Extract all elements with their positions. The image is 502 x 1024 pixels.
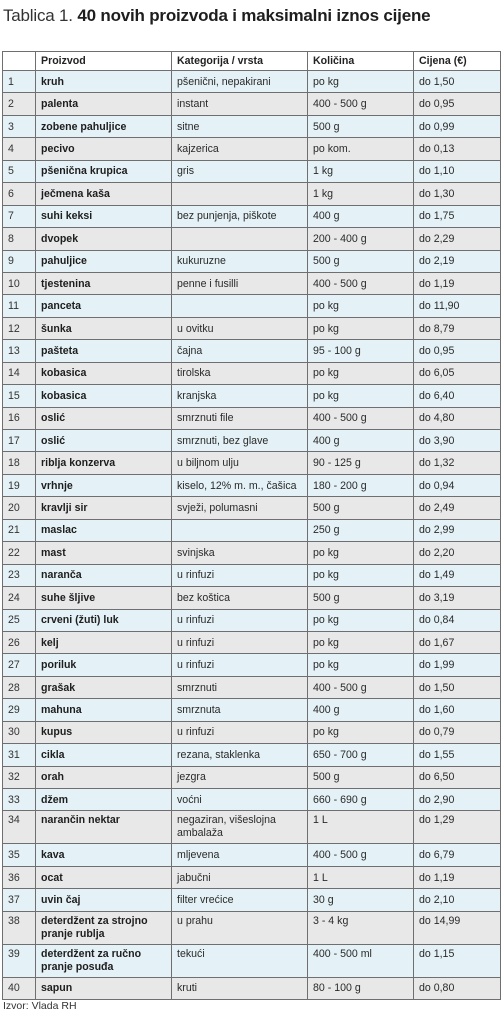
quantity: po kom.: [308, 138, 414, 160]
product-name: kobasica: [36, 362, 172, 384]
category: u rinfuzi: [172, 721, 308, 743]
table-row: [3, 721, 501, 743]
row-number: 13: [3, 340, 36, 362]
quantity: 500 g: [308, 115, 414, 137]
price: do 0,84: [414, 609, 501, 631]
table-row: [3, 744, 501, 766]
quantity: 500 g: [308, 766, 414, 788]
price: do 0,95: [414, 340, 501, 362]
category: negaziran, višeslojna ambalaža: [172, 811, 308, 844]
price: do 1,15: [414, 944, 501, 977]
quantity: 1 L: [308, 866, 414, 888]
product-name: orah: [36, 766, 172, 788]
price: do 0,80: [414, 977, 501, 999]
table-row: [3, 977, 501, 999]
quantity: po kg: [308, 542, 414, 564]
product-name: riblja konzerva: [36, 452, 172, 474]
quantity: po kg: [308, 564, 414, 586]
row-number: 8: [3, 228, 36, 250]
price-table: [2, 51, 501, 1000]
quantity: po kg: [308, 654, 414, 676]
quantity: 400 - 500 g: [308, 272, 414, 294]
price: do 0,95: [414, 93, 501, 115]
price: do 1,50: [414, 676, 501, 698]
table-row: [3, 385, 501, 407]
category: [172, 519, 308, 541]
row-number: 14: [3, 362, 36, 384]
product-name: poriluk: [36, 654, 172, 676]
header-number: [3, 52, 36, 71]
row-number: 22: [3, 542, 36, 564]
price: do 0,99: [414, 115, 501, 137]
row-number: 2: [3, 93, 36, 115]
product-name: cikla: [36, 744, 172, 766]
category: filter vrećice: [172, 889, 308, 911]
product-name: oslić: [36, 407, 172, 429]
table-row: [3, 564, 501, 586]
category: bez punjenja, piškote: [172, 205, 308, 227]
product-name: zobene pahuljice: [36, 115, 172, 137]
price: do 1,99: [414, 654, 501, 676]
table-row: [3, 452, 501, 474]
quantity: 650 - 700 g: [308, 744, 414, 766]
table-row: [3, 138, 501, 160]
row-number: 23: [3, 564, 36, 586]
row-number: 11: [3, 295, 36, 317]
product-name: ječmena kaša: [36, 183, 172, 205]
row-number: 7: [3, 205, 36, 227]
product-name: grašak: [36, 676, 172, 698]
quantity: 180 - 200 g: [308, 474, 414, 496]
category: instant: [172, 93, 308, 115]
category: sitne: [172, 115, 308, 137]
row-number: 25: [3, 609, 36, 631]
quantity: 90 - 125 g: [308, 452, 414, 474]
row-number: 39: [3, 944, 36, 977]
quantity: po kg: [308, 362, 414, 384]
category: gris: [172, 160, 308, 182]
category: mljevena: [172, 844, 308, 866]
quantity: 3 - 4 kg: [308, 911, 414, 944]
row-number: 33: [3, 789, 36, 811]
table-row: [3, 474, 501, 496]
table-row: [3, 93, 501, 115]
product-name: mast: [36, 542, 172, 564]
table-row: [3, 340, 501, 362]
row-number: 27: [3, 654, 36, 676]
row-number: 20: [3, 497, 36, 519]
row-number: 10: [3, 272, 36, 294]
quantity: 660 - 690 g: [308, 789, 414, 811]
price: do 2,10: [414, 889, 501, 911]
product-name: deterdžent za strojno pranje rublja: [36, 911, 172, 944]
row-number: 4: [3, 138, 36, 160]
quantity: 80 - 100 g: [308, 977, 414, 999]
table-row: [3, 889, 501, 911]
price: do 14,99: [414, 911, 501, 944]
category: smrznuti: [172, 676, 308, 698]
table-row: [3, 789, 501, 811]
product-name: dvopek: [36, 228, 172, 250]
row-number: 18: [3, 452, 36, 474]
table-row: [3, 272, 501, 294]
header-price: Cijena (€): [414, 52, 501, 71]
category: [172, 228, 308, 250]
category: kajzerica: [172, 138, 308, 160]
product-name: naranča: [36, 564, 172, 586]
row-number: 21: [3, 519, 36, 541]
table-row: [3, 115, 501, 137]
price: do 1,49: [414, 564, 501, 586]
quantity: 400 g: [308, 699, 414, 721]
quantity: 400 g: [308, 205, 414, 227]
table-row: [3, 430, 501, 452]
product-name: oslić: [36, 430, 172, 452]
quantity: po kg: [308, 609, 414, 631]
price: do 6,50: [414, 766, 501, 788]
table-row: [3, 654, 501, 676]
quantity: 500 g: [308, 587, 414, 609]
product-name: šunka: [36, 317, 172, 339]
price: do 1,19: [414, 272, 501, 294]
row-number: 15: [3, 385, 36, 407]
product-name: ocat: [36, 866, 172, 888]
price: do 1,10: [414, 160, 501, 182]
product-name: vrhnje: [36, 474, 172, 496]
table-row: [3, 542, 501, 564]
table-row: [3, 407, 501, 429]
category: svježi, polumasni: [172, 497, 308, 519]
table-row: [3, 911, 501, 944]
price: do 1,75: [414, 205, 501, 227]
table-row: [3, 362, 501, 384]
row-number: 28: [3, 676, 36, 698]
table-row: [3, 295, 501, 317]
table-row: [3, 183, 501, 205]
table-row: [3, 71, 501, 93]
quantity: 500 g: [308, 497, 414, 519]
category: u rinfuzi: [172, 609, 308, 631]
quantity: 400 - 500 g: [308, 407, 414, 429]
table-row: [3, 699, 501, 721]
price: do 1,67: [414, 631, 501, 653]
category: pšenični, nepakirani: [172, 71, 308, 93]
price: do 0,79: [414, 721, 501, 743]
quantity: po kg: [308, 721, 414, 743]
table-row: [3, 844, 501, 866]
row-number: 38: [3, 911, 36, 944]
source-note: Izvor: Vlada RH: [3, 1000, 77, 1012]
category: smrznuti, bez glave: [172, 430, 308, 452]
price: do 1,60: [414, 699, 501, 721]
product-name: kelj: [36, 631, 172, 653]
price: do 8,79: [414, 317, 501, 339]
category: u prahu: [172, 911, 308, 944]
price: do 11,90: [414, 295, 501, 317]
table-row: [3, 250, 501, 272]
category: jezgra: [172, 766, 308, 788]
row-number: 26: [3, 631, 36, 653]
table-row: [3, 676, 501, 698]
table-row: [3, 497, 501, 519]
quantity: 400 - 500 ml: [308, 944, 414, 977]
table-row: [3, 631, 501, 653]
row-number: 30: [3, 721, 36, 743]
quantity: po kg: [308, 71, 414, 93]
product-name: crveni (žuti) luk: [36, 609, 172, 631]
row-number: 37: [3, 889, 36, 911]
quantity: 1 kg: [308, 183, 414, 205]
category: bez koštica: [172, 587, 308, 609]
price: do 2,49: [414, 497, 501, 519]
product-name: džem: [36, 789, 172, 811]
category: tirolska: [172, 362, 308, 384]
quantity: po kg: [308, 385, 414, 407]
product-name: suhe šljive: [36, 587, 172, 609]
price: do 1,29: [414, 811, 501, 844]
category: smrznuti file: [172, 407, 308, 429]
table-row: [3, 609, 501, 631]
category: kukuruzne: [172, 250, 308, 272]
category: jabučni: [172, 866, 308, 888]
category: [172, 183, 308, 205]
product-name: uvin čaj: [36, 889, 172, 911]
table-row: [3, 944, 501, 977]
product-name: pahuljice: [36, 250, 172, 272]
price: do 0,13: [414, 138, 501, 160]
price: do 6,79: [414, 844, 501, 866]
category: [172, 295, 308, 317]
category: kranjska: [172, 385, 308, 407]
category: u rinfuzi: [172, 564, 308, 586]
table-row: [3, 228, 501, 250]
price: do 1,55: [414, 744, 501, 766]
quantity: 400 - 500 g: [308, 844, 414, 866]
table-row: [3, 811, 501, 844]
price: do 2,99: [414, 519, 501, 541]
product-name: sapun: [36, 977, 172, 999]
price: do 3,90: [414, 430, 501, 452]
quantity: 400 g: [308, 430, 414, 452]
category: penne i fusilli: [172, 272, 308, 294]
product-name: narančin nektar: [36, 811, 172, 844]
row-number: 12: [3, 317, 36, 339]
category: u ovitku: [172, 317, 308, 339]
category: u biljnom ulju: [172, 452, 308, 474]
category: tekući: [172, 944, 308, 977]
product-name: kava: [36, 844, 172, 866]
table-row: [3, 160, 501, 182]
row-number: 5: [3, 160, 36, 182]
product-name: palenta: [36, 93, 172, 115]
caption-title: 40 novih proizvoda i maksimalni iznos cijene: [77, 6, 431, 25]
category: kiselo, 12% m. m., čašica: [172, 474, 308, 496]
table-body: [3, 71, 501, 1000]
row-number: 9: [3, 250, 36, 272]
row-number: 19: [3, 474, 36, 496]
header-product: Proizvod: [36, 52, 172, 71]
row-number: 6: [3, 183, 36, 205]
row-number: 24: [3, 587, 36, 609]
product-name: deterdžent za ručno pranje posuđa: [36, 944, 172, 977]
quantity: 1 L: [308, 811, 414, 844]
price: do 2,29: [414, 228, 501, 250]
price: do 4,80: [414, 407, 501, 429]
table-row: [3, 317, 501, 339]
quantity: 400 - 500 g: [308, 676, 414, 698]
row-number: 1: [3, 71, 36, 93]
category: smrznuta: [172, 699, 308, 721]
product-name: kruh: [36, 71, 172, 93]
price: do 1,50: [414, 71, 501, 93]
category: kruti: [172, 977, 308, 999]
product-name: kobasica: [36, 385, 172, 407]
quantity: 95 - 100 g: [308, 340, 414, 362]
price: do 2,19: [414, 250, 501, 272]
row-number: 29: [3, 699, 36, 721]
category: u rinfuzi: [172, 654, 308, 676]
product-name: panceta: [36, 295, 172, 317]
table-row: [3, 519, 501, 541]
header-category: Kategorija / vrsta: [172, 52, 308, 71]
product-name: pšenična krupica: [36, 160, 172, 182]
price: do 0,94: [414, 474, 501, 496]
table-row: [3, 587, 501, 609]
quantity: po kg: [308, 631, 414, 653]
quantity: 400 - 500 g: [308, 93, 414, 115]
row-number: 17: [3, 430, 36, 452]
quantity: 30 g: [308, 889, 414, 911]
price: do 1,32: [414, 452, 501, 474]
row-number: 3: [3, 115, 36, 137]
header-quantity: Količina: [308, 52, 414, 71]
category: u rinfuzi: [172, 631, 308, 653]
row-number: 31: [3, 744, 36, 766]
category: rezana, staklenka: [172, 744, 308, 766]
product-name: mahuna: [36, 699, 172, 721]
product-name: pecivo: [36, 138, 172, 160]
quantity: 500 g: [308, 250, 414, 272]
table-row: [3, 766, 501, 788]
price: do 1,30: [414, 183, 501, 205]
quantity: po kg: [308, 295, 414, 317]
product-name: kupus: [36, 721, 172, 743]
product-name: tjestenina: [36, 272, 172, 294]
product-name: kravlji sir: [36, 497, 172, 519]
price: do 6,05: [414, 362, 501, 384]
category: svinjska: [172, 542, 308, 564]
quantity: po kg: [308, 317, 414, 339]
row-number: 35: [3, 844, 36, 866]
table-caption: [3, 6, 430, 26]
price: do 2,20: [414, 542, 501, 564]
category: voćni: [172, 789, 308, 811]
caption-label: Tablica 1.: [3, 6, 73, 25]
row-number: 16: [3, 407, 36, 429]
price: do 3,19: [414, 587, 501, 609]
price: do 2,90: [414, 789, 501, 811]
category: čajna: [172, 340, 308, 362]
header-row: [3, 52, 501, 71]
quantity: 200 - 400 g: [308, 228, 414, 250]
product-name: maslac: [36, 519, 172, 541]
row-number: 40: [3, 977, 36, 999]
price: do 1,19: [414, 866, 501, 888]
row-number: 34: [3, 811, 36, 844]
product-name: pašteta: [36, 340, 172, 362]
product-name: suhi keksi: [36, 205, 172, 227]
quantity: 250 g: [308, 519, 414, 541]
table-row: [3, 205, 501, 227]
row-number: 32: [3, 766, 36, 788]
quantity: 1 kg: [308, 160, 414, 182]
row-number: 36: [3, 866, 36, 888]
table-row: [3, 866, 501, 888]
price: do 6,40: [414, 385, 501, 407]
